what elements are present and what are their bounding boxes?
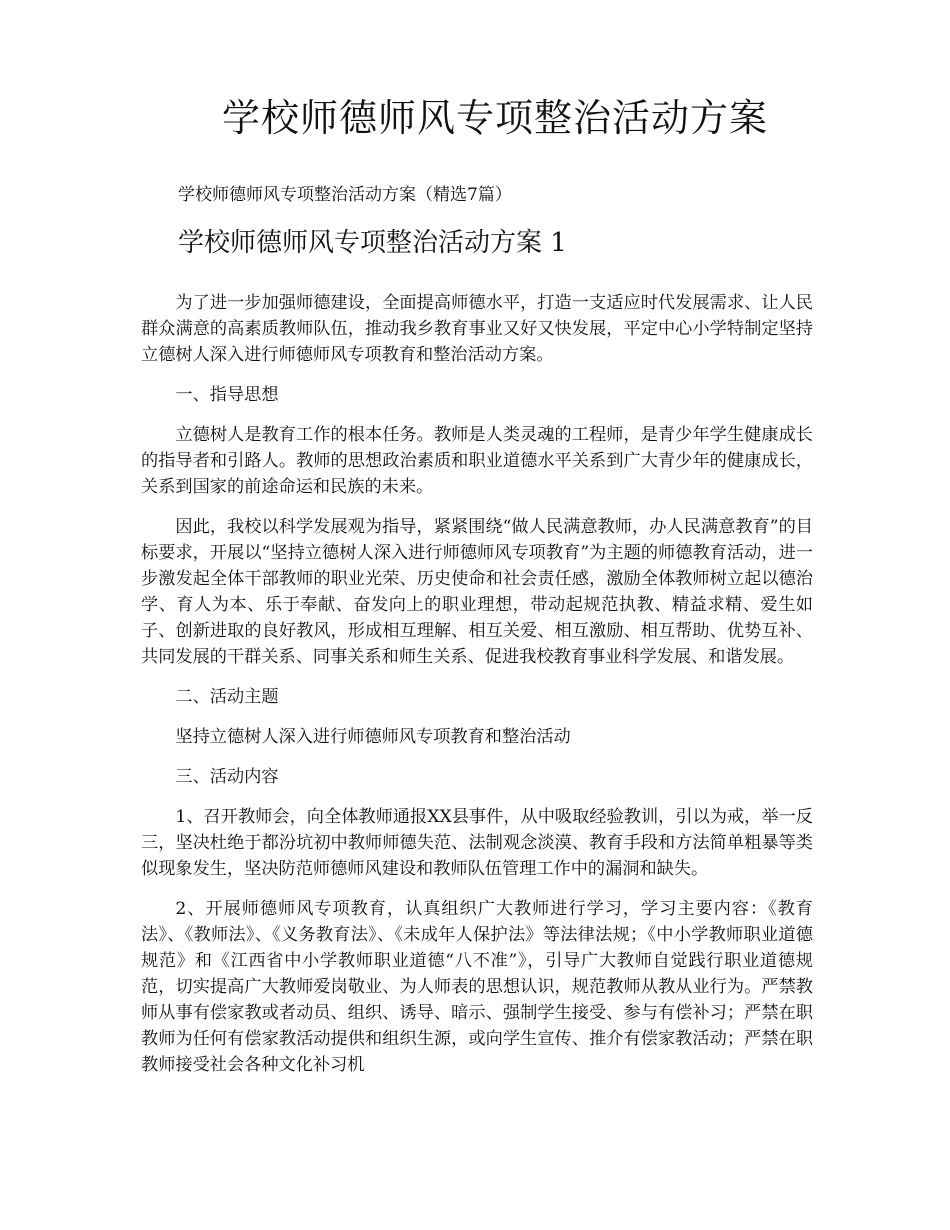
- document-subtitle: 学校师德师风专项整治活动方案（精选7篇）: [178, 185, 512, 205]
- paragraph-therefore: 因此，我校以科学发展观为指导，紧紧围绕“做人民满意教师，办人民满意教育”的目标要求，开展以“坚持立德树人深入进行师德师风专项教育”为主题的师德教育活动，进一步激发起全体干部教师的职业光荣、历史使命和社会责任感，激励全体教师树立起以德治学、育人为本、乐于奉献、奋发向上的职业理想，带动起规范执教、精益求精、爱生如子、创新进取的良好教风，形成相互理解、相互关爱、相互激励、相互帮助、优势互补、共同发展的干群关系、同事关系和师生关系、促进我校教育事业科学发展、和谐发展。: [141, 517, 813, 667]
- paragraph-guiding-ideology: 立德树人是教育工作的根本任务。教师是人类灵魂的工程师，是青少年学生健康成长的指导者和引路人。教师的思想政治素质和职业道德水平关系到广大青少年的健康成长，关系到国家的前途命运和民族的未来。: [141, 425, 813, 497]
- document-body: [141, 290, 813, 1092]
- paragraph-intro: 为了进一步加强师德建设，全面提高师德水平，打造一支适应时代发展需求、让人民群众满意的高素质教师队伍，推动我乡教育事业又好又快发展，平定中心小学特制定坚持立德树人深入进行师德师风专项教育和整治活动方案。: [141, 293, 813, 365]
- heading-guiding-ideology: 一、指导思想: [175, 385, 279, 405]
- section-title: 学校师德师风专项整治活动方案 1: [178, 228, 567, 258]
- heading-activity-theme: 二、活动主题: [175, 687, 279, 707]
- paragraph-activity-theme: 坚持立德树人深入进行师德师风专项教育和整治活动: [175, 727, 571, 747]
- paragraph-content-item-2: 2、开展师德师风专项教育，认真组织广大教师进行学习，学习主要内容：《教育法》、《教师法》、《义务教育法》、《未成年人保护法》等法律法规；《中小学教师职业道德规范》和《江西省中小学教师职业道德“八不准”》，引导广大教师自觉践行职业道德规范，切实提高广大教师爱岗敬业、为人师表的思想认识，规范教师从教从业行为。严禁教师从事有偿家教或者动员、组织、诱导、暗示、强制学生接受、参与有偿补习；严禁在职教师为任何有偿家教活动提供和组织生源，或向学生宣传、推介有偿家教活动；严禁在职教师接受社会各种文化补习机: [141, 899, 813, 1075]
- paragraph-content-item-1: 1、召开教师会，向全体教师通报XX县事件，从中吸取经验教训，引以为戒，举一反三，坚决杜绝于都汾坑初中教师师德失范、法制观念淡漠、教育手段和方法简单粗暴等类似现象发生，坚决防范师德师风建设和教师队伍管理工作中的漏洞和缺失。: [141, 807, 813, 879]
- heading-activity-content: 三、活动内容: [175, 767, 279, 787]
- document-title: 学校师德师风专项整治活动方案: [221, 96, 768, 140]
